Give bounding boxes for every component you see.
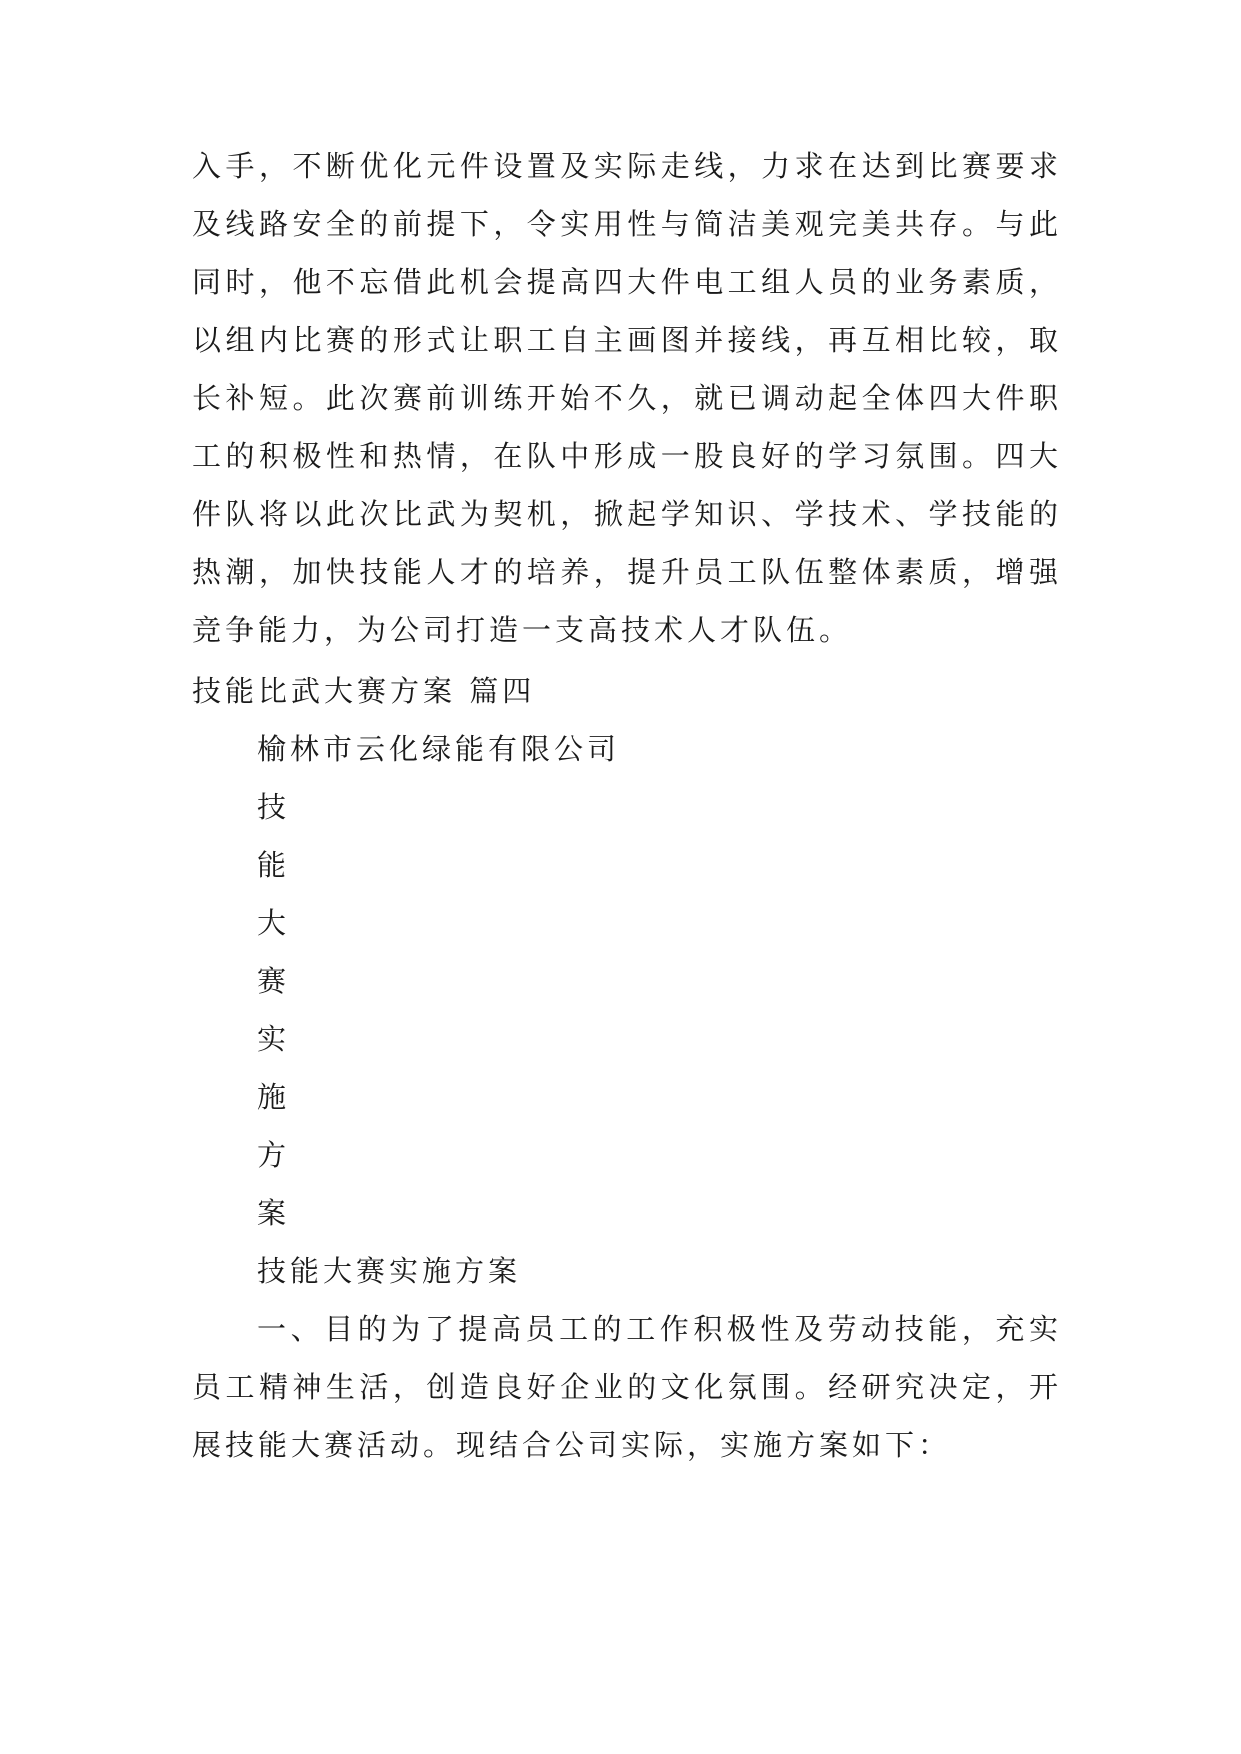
paragraph-line: 员工精神生活，创造良好企业的文化氛围。经研究决定，开 [192,1370,1062,1404]
vertical-title [257,778,286,1242]
vertical-title-char: 技 [257,790,287,824]
vertical-title-char: 方 [257,1138,287,1172]
paragraph-line: 同时，他不忘借此机会提高四大件电工组人员的业务素质， [192,265,1062,299]
plan-title: 技能大赛实施方案 [257,1254,522,1288]
vertical-title-char: 实 [257,1022,287,1056]
vertical-title-char: 案 [257,1196,287,1230]
paragraph-line: 热潮，加快技能人才的培养，提升员工队伍整体素质，增强 [192,555,1062,589]
paragraph-line: 长补短。此次赛前训练开始不久，就已调动起全体四大件职 [192,381,1062,415]
paragraph-line: 一、目的为了提高员工的工作积极性及劳动技能，充实 [257,1312,1062,1346]
company-name: 榆林市云化绿能有限公司 [257,732,621,766]
section-heading: 技能比武大赛方案 篇四 [192,674,536,708]
top-paragraph [192,137,1062,659]
vertical-title-char: 施 [257,1080,287,1114]
paragraph-line: 及线路安全的前提下，令实用性与简洁美观完美共存。与此 [192,207,1062,241]
paragraph-line: 工的积极性和热情，在队中形成一股良好的学习氛围。四大 [192,439,1062,473]
vertical-title-char: 赛 [257,964,287,998]
paragraph-line: 入手，不断优化元件设置及实际走线，力求在达到比赛要求 [192,149,1062,183]
paragraph-line: 竞争能力，为公司打造一支高技术人才队伍。 [192,613,853,647]
vertical-title-char: 能 [257,848,287,882]
paragraph-line: 以组内比赛的形式让职工自主画图并接线，再互相比较，取 [192,323,1062,357]
paragraph-line: 件队将以此次比武为契机，掀起学知识、学技术、学技能的 [192,497,1062,531]
purpose-paragraph [192,1300,1062,1474]
vertical-title-char: 大 [257,906,287,940]
paragraph-line: 展技能大赛活动。现结合公司实际，实施方案如下： [192,1428,952,1462]
